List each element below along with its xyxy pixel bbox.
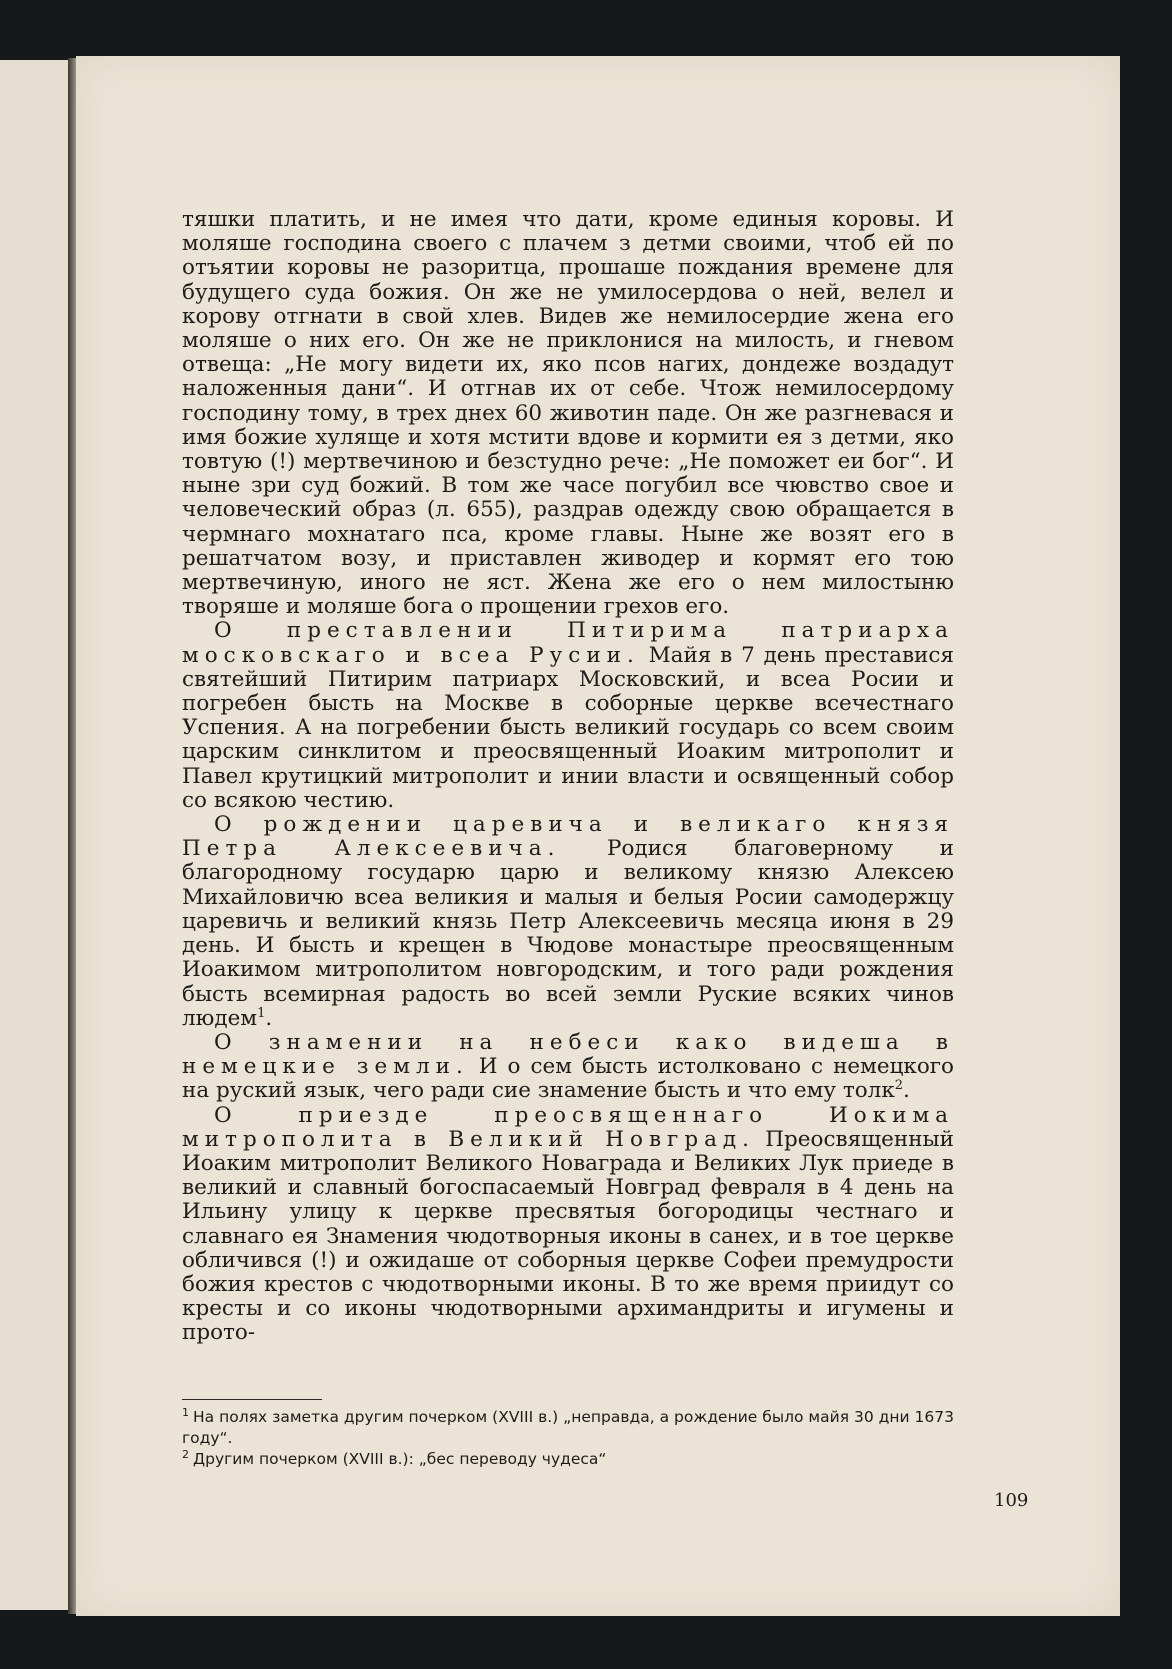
paragraph-4-end: . xyxy=(903,1078,910,1104)
heading-ioakim: О приезде преосвященнаго Иокима митрополита в Великий Новград. xyxy=(182,1102,954,1152)
left-page-edge xyxy=(0,60,70,1610)
paragraph-4 xyxy=(182,1031,954,1104)
main-text xyxy=(182,208,954,1346)
paragraph-3-end: . xyxy=(265,1005,273,1031)
paragraph-3 xyxy=(182,813,954,1031)
paragraph-4-text: И о сем бысть истолковано с немецкого на руский язык, чего ради сие знамение бысть и что ему толк xyxy=(182,1054,955,1104)
page-number: 109 xyxy=(994,1490,1029,1511)
book-page xyxy=(76,56,1120,1616)
footnote-2-number: 2 xyxy=(182,1447,189,1461)
footnotes xyxy=(182,1407,954,1470)
heading-sign: О знамении на небеси како видеша в немецкие земли. xyxy=(182,1029,954,1080)
footnote-2 xyxy=(182,1449,954,1470)
footnote-1-number: 1 xyxy=(182,1405,189,1419)
paragraph-2 xyxy=(182,619,954,813)
footnote-2-text: Другим почерком (XVIII в.): „бес переводу чудеса“ xyxy=(193,1450,607,1468)
heading-pitirim: О преставлении Питирима патриарха московскаго и всеа Русии. xyxy=(182,618,954,668)
footnote-divider xyxy=(182,1399,322,1400)
footnote-ref-2[interactable]: 2 xyxy=(894,1078,904,1094)
paragraph-5-text: Преосвященный Иоаким митрополит Великого Новаграда и Великих Лук приеде в великий и славный богоспасаемый Новград февраля в 4 день на Ильину улицу к церкве пресвятыя богородицы честнаго и славнаго ея Знамения чюдотворныя иконы в санех, и в тое церкве обличився (!) и ожидаше от соборныя церкве Софеи премудрости божия крестов с чюдотворными иконы. В то же время приидут со кресты и со иконы чюдотворными архимандриты и игумены и прото- xyxy=(182,1126,954,1346)
paragraph-2-text: Майя в 7 день преставися святейший Питирим патриарх Московский, и всеа Росии и погребен бысть на Москве в соборные церкве всечестнаго Успения. А на погребении бысть великий государь со всем своим царским синклитом и преосвященный Иоаким митрополит и Павел крутицкий митрополит и инии власти и освященный собор со всякою честию. xyxy=(182,642,954,813)
paragraph-1: тяшки платить, и не имея что дати, кроме единыя коровы. И моляше господина своего с плачем з детми своими, чтоб ей по отъятии коровы не разоритца, прошаше пождания времене для будущего суда божия. Он же не умилосердова о ней, велел и корову отгнати в свой хлев. Видев же немилосердие жена его моляше о них его. Он же не приклонися на милость, и гневом отвеща: „Не могу видети их, яко псов нагих, дондеже воздадут наложенныя дани“. И отгнав их от себе. Чтож немилосердому господину тому, в трех днех 60 животин паде. Он же разгневася и имя божие хуляще и хотя мстити вдове и кормити ея з детми, яко товтую (!) мертвечиною и безстудно рече: „Не поможет еи бог“. И ныне зри суд божий. В том же часе погубил все чювство свое и человеческий образ (л. 655), раздрав одежду свою обращается в чермнаго мохнатаго пса, кроме главы. Ныне же возят его в решатчатом возу, и приставлен живодер и кормят его тою мертвечиную, иного не яст. Жена же его о нем милостыню творяше и моляше бога о прощении грехов его. xyxy=(182,207,954,620)
footnote-ref-1[interactable]: 1 xyxy=(257,1005,266,1021)
footnote-1 xyxy=(182,1407,954,1449)
heading-peter: О рождении царевича и великаго князя Петра Алексеевича. xyxy=(182,812,954,862)
footnote-1-text: На полях заметка другим почерком (XVIII в.) „неправда, а рождение было майя 30 дни 1673 году“. xyxy=(182,1408,954,1447)
paragraph-5 xyxy=(182,1104,954,1346)
paragraph-3-text: Родися благоверному и благородному государю царю и великому князю Алексею Михайловичю всеа великия и малыя и белыя Росии самодержцу царевичь и великий князь Петр Алексеевичь месяца июня в 29 день. И бысть и крещен в Чюдове монастыре преосвященным Иоакимом митрополитом новгородским, и того ради рождения бысть всемирная радость во всей земли Руские всяких чинов людем xyxy=(182,836,954,1031)
